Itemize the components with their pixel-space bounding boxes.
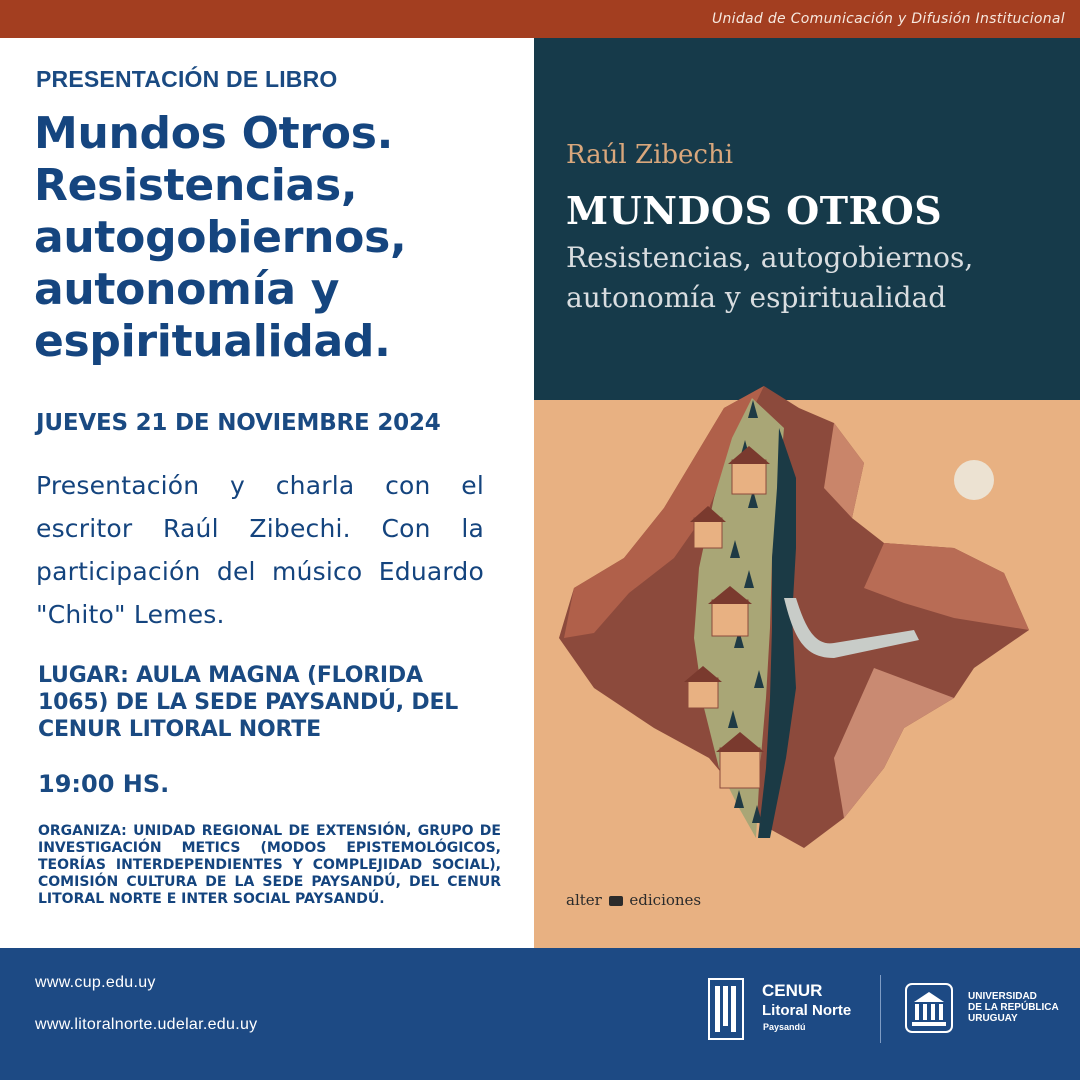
book-cover bbox=[534, 38, 1080, 948]
cover-author: Raúl Zibechi bbox=[566, 140, 734, 170]
event-organizers: ORGANIZA: UNIDAD REGIONAL DE EXTENSIÓN, GRUPO DE INVESTIGACIÓN METICS (MODOS EPISTEMOLÓGICOS, TEORÍAS INTERDEPENDIENTES Y COMPLEJIDAD SOCIAL), COMISIÓN CULTURA DE LA SEDE PAYSANDÚ, DEL CENUR LITORAL NORTE E INTER SOCIAL PAYSANDÚ. bbox=[38, 823, 501, 907]
cenur-name: CENUR bbox=[762, 981, 823, 1000]
cover-subtitle-line: autonomía y espiritualidad bbox=[566, 281, 947, 314]
book-title-line: Mundos Otros. bbox=[34, 108, 394, 159]
cover-subtitle bbox=[566, 238, 1066, 318]
cenur-logo-icon bbox=[708, 978, 744, 1040]
event-date: JUEVES 21 DE NOVIEMBRE 2024 bbox=[36, 410, 441, 436]
cenur-subtitle: Litoral Norte bbox=[762, 1002, 852, 1019]
event-place-line: LUGAR: AULA MAGNA (FLORIDA bbox=[38, 663, 423, 688]
publisher-name-right: ediciones bbox=[629, 891, 702, 909]
event-place-line: CENUR LITORAL NORTE bbox=[38, 717, 321, 742]
book-title-line: espiritualidad. bbox=[34, 316, 391, 367]
event-time: 19:00 HS. bbox=[38, 770, 170, 798]
website-link-cup[interactable]: www.cup.edu.uy bbox=[35, 974, 156, 991]
event-place bbox=[38, 662, 498, 743]
event-description: Presentación y charla con el escritor Raúl Zibechi. Con la participación del músico Eduardo "Chito" Lemes. bbox=[36, 471, 484, 629]
cenur-city: Paysandú bbox=[763, 1022, 806, 1032]
publisher-logo bbox=[566, 891, 701, 909]
cover-subtitle-line: Resistencias, autogobiernos, bbox=[566, 241, 974, 274]
udelar-name-line: DE LA REPÚBLICA bbox=[968, 1002, 1059, 1013]
briefcase-icon bbox=[609, 896, 623, 906]
website-link-litoralnorte[interactable]: www.litoralnorte.udelar.edu.uy bbox=[35, 1016, 258, 1033]
book-title bbox=[34, 108, 514, 368]
publisher-name-left: alter bbox=[566, 891, 602, 909]
udelar-name-line: URUGUAY bbox=[968, 1013, 1018, 1024]
book-title-line: Resistencias, bbox=[34, 160, 358, 211]
event-kicker: PRESENTACIÓN DE LIBRO bbox=[36, 66, 338, 92]
book-title-line: autonomía y bbox=[34, 264, 340, 315]
udelar-name bbox=[968, 991, 1078, 1024]
moon bbox=[954, 460, 994, 500]
footer bbox=[0, 948, 1080, 1080]
unit-name: Unidad de Comunicación y Difusión Institucional bbox=[711, 11, 1065, 27]
event-place-line: 1065) DE LA SEDE PAYSANDÚ, DEL bbox=[38, 690, 459, 715]
top-bar bbox=[0, 0, 1080, 38]
cover-title: MUNDOS OTROS bbox=[566, 188, 943, 233]
cover-illustration bbox=[534, 368, 1080, 898]
udelar-seal-icon bbox=[904, 982, 954, 1034]
udelar-name-line: UNIVERSIDAD bbox=[968, 991, 1037, 1002]
footer-divider bbox=[880, 975, 881, 1043]
book-title-line: autogobiernos, bbox=[34, 212, 407, 263]
